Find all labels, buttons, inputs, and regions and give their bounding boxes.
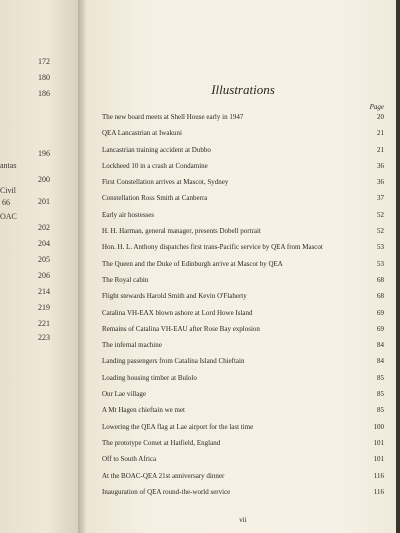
illustration-page-number: 85 xyxy=(377,373,384,382)
illustration-page-number: 85 xyxy=(377,406,384,415)
left-page-number: 223 xyxy=(38,333,50,342)
left-page-number: 200 xyxy=(38,175,50,184)
illustration-page-number: 36 xyxy=(377,178,384,187)
illustration-page-number: 68 xyxy=(377,292,384,301)
page-title: Illustrations xyxy=(211,82,275,97)
left-page-fragment: antas xyxy=(0,161,17,170)
illustration-page-number: 68 xyxy=(377,275,384,284)
right-page xyxy=(86,0,400,533)
page-number: vii xyxy=(239,516,247,524)
list-item xyxy=(102,488,384,496)
left-page-number: 219 xyxy=(38,303,50,312)
illustration-page-number: 21 xyxy=(377,145,384,154)
illustration-page-number: 84 xyxy=(377,357,384,366)
list-item xyxy=(102,341,384,349)
list-item xyxy=(102,423,384,431)
illustration-caption: Off to South Africa xyxy=(102,455,157,464)
left-page-number: 206 xyxy=(38,271,50,280)
illustration-caption: At the BOAC-QEA 21st anniversary dinner xyxy=(102,471,225,480)
list-item xyxy=(102,162,384,170)
page-column-header: Page xyxy=(369,103,384,111)
illustration-caption: Lowering the QEA flag at Lae airport for the last time xyxy=(102,422,254,431)
illustration-page-number: 53 xyxy=(377,243,384,252)
illustration-caption: H. H. Harman, general manager, presents Dobell portrait xyxy=(102,227,261,236)
left-page xyxy=(0,0,78,533)
illustration-page-number: 37 xyxy=(377,194,384,203)
list-item xyxy=(102,276,384,284)
left-page-number: 204 xyxy=(38,239,50,248)
illustration-page-number: 21 xyxy=(377,129,384,138)
illustration-caption: Catalina VH-EAX blown ashore at Lord Howe Island xyxy=(102,308,253,317)
left-page-fragment: 66 xyxy=(2,198,10,207)
illustration-page-number: 116 xyxy=(373,487,384,496)
left-page-number: 201 xyxy=(38,197,50,206)
illustrations-list xyxy=(102,113,384,504)
left-page-number: 202 xyxy=(38,223,50,232)
list-item xyxy=(102,243,384,251)
left-page-number: 214 xyxy=(38,287,50,296)
illustration-caption: Our Lae village xyxy=(102,390,146,399)
list-item xyxy=(102,260,384,268)
illustration-page-number: 85 xyxy=(377,390,384,399)
list-item xyxy=(102,194,384,202)
illustration-page-number: 20 xyxy=(377,113,384,121)
illustration-caption: Remains of Catalina VH-EAU after Rose Bay explosion xyxy=(102,324,260,333)
illustration-caption: The infernal machine xyxy=(102,341,162,350)
left-page-fragment: OAC xyxy=(0,212,17,221)
illustration-caption: Lancastrian training accident at Dubbo xyxy=(102,145,211,154)
illustration-caption: QEA Lancastrian at Iwakuni xyxy=(102,129,182,138)
illustration-page-number: 101 xyxy=(373,438,384,447)
illustration-caption: Loading housing timber at Bulolo xyxy=(102,373,197,382)
left-page-number: 196 xyxy=(38,149,50,158)
illustration-caption: Constellation Ross Smith at Canberra xyxy=(102,194,208,203)
illustration-page-number: 36 xyxy=(377,161,384,170)
illustration-page-number: 69 xyxy=(377,324,384,333)
list-item xyxy=(102,325,384,333)
list-item xyxy=(102,129,384,137)
list-item xyxy=(102,390,384,398)
illustration-caption: Hon. H. L. Anthony dispatches first trans-Pacific service by QEA from Mascot xyxy=(102,243,323,252)
list-item xyxy=(102,292,384,300)
left-page-number: 186 xyxy=(38,89,50,98)
illustration-caption: Inauguration of QEA round-the-world service xyxy=(102,487,231,496)
left-page-fragment: Civil xyxy=(0,186,17,195)
list-item xyxy=(102,439,384,447)
illustration-caption: Flight stewards Harold Smith and Kevin O'Flaherty xyxy=(102,292,247,301)
illustration-page-number: 52 xyxy=(377,227,384,236)
left-page-number: 172 xyxy=(38,57,50,66)
illustration-caption: The Royal cabin xyxy=(102,275,149,284)
illustration-page-number: 116 xyxy=(373,471,384,480)
illustration-caption: Landing passengers from Catalina Island Chieftain xyxy=(102,357,245,366)
illustration-page-number: 101 xyxy=(373,455,384,464)
list-item xyxy=(102,309,384,317)
left-page-number: 180 xyxy=(38,73,50,82)
illustration-page-number: 69 xyxy=(377,308,384,317)
list-item xyxy=(102,113,384,121)
illustration-page-number: 84 xyxy=(377,341,384,350)
illustration-caption: The prototype Comet at Hatfield, England xyxy=(102,438,221,447)
list-item xyxy=(102,472,384,480)
illustration-caption: Early air hostesses xyxy=(102,210,155,219)
illustration-page-number: 52 xyxy=(377,210,384,219)
list-item xyxy=(102,374,384,382)
illustration-caption: A Mt Hagen chieftain we met xyxy=(102,406,186,415)
list-item xyxy=(102,227,384,235)
book-edge xyxy=(396,0,400,533)
illustration-caption: Lockheed 10 in a crash at Condamine xyxy=(102,161,208,170)
illustration-page-number: 53 xyxy=(377,259,384,268)
illustration-caption: First Constellation arrives at Mascot, Sydney xyxy=(102,178,229,187)
illustration-page-number: 100 xyxy=(373,422,384,431)
left-page-number: 221 xyxy=(38,319,50,328)
list-item xyxy=(102,455,384,463)
list-item xyxy=(102,406,384,414)
illustration-caption: The new board meets at Shell House early in 1947 xyxy=(102,113,244,121)
illustration-caption: The Queen and the Duke of Edinburgh arrive at Mascot by QEA xyxy=(102,259,283,268)
list-item xyxy=(102,211,384,219)
left-page-number: 205 xyxy=(38,255,50,264)
list-item xyxy=(102,178,384,186)
list-item xyxy=(102,357,384,365)
list-item xyxy=(102,146,384,154)
